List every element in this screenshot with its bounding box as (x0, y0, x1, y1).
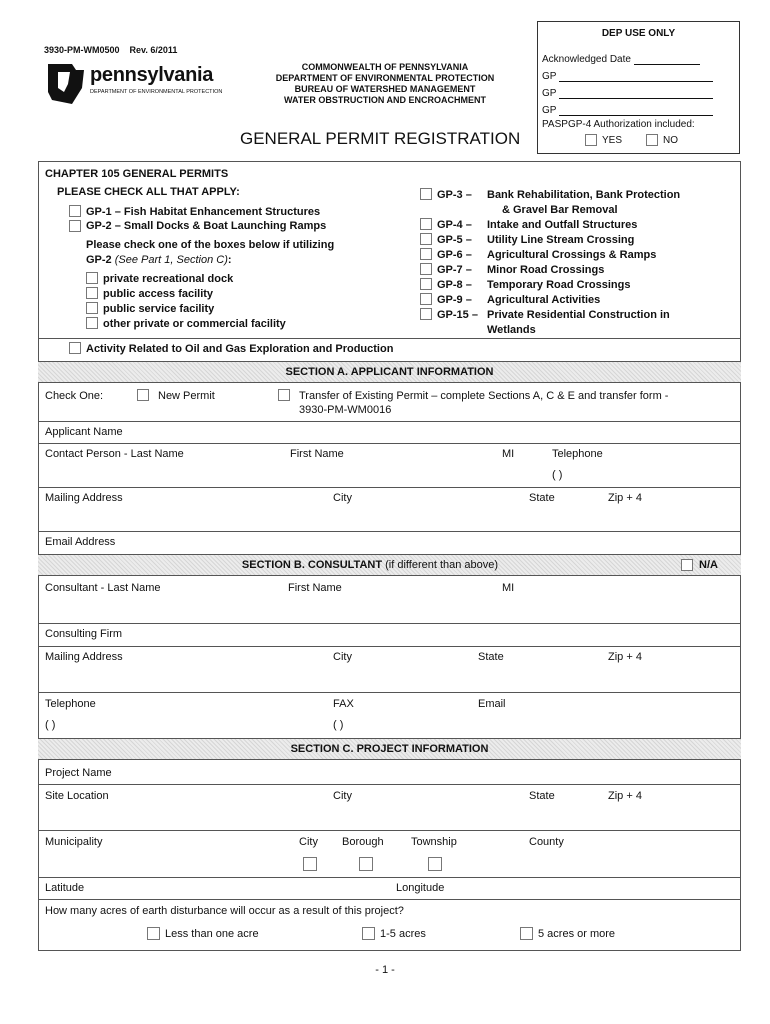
consultant-mi-field[interactable]: MI (502, 582, 515, 594)
form-id: 3930-PM-WM0500 Rev. 6/2011 (44, 45, 178, 55)
gp7-checkbox[interactable] (420, 263, 432, 275)
gp-code: GP-8 – (437, 279, 472, 291)
gp2-checkbox[interactable] (69, 220, 81, 232)
new-permit-label: New Permit (158, 390, 215, 402)
muni-township-checkbox[interactable] (428, 857, 442, 871)
acres-question: How many acres of earth disturbance will occur as a result of this project? (45, 905, 404, 917)
gp-field-3[interactable]: GP (542, 105, 713, 116)
consultant-state-field[interactable]: State (478, 651, 504, 663)
gp-code: GP-4 – (437, 219, 472, 231)
applicant-mailing-address-field[interactable]: Mailing Address (45, 492, 123, 504)
new-permit-checkbox[interactable] (137, 389, 149, 401)
muni-borough-checkbox[interactable] (359, 857, 373, 871)
gp-label: & Gravel Bar Removal (502, 204, 618, 216)
site-city-field[interactable]: City (333, 790, 352, 802)
consultant-city-field[interactable]: City (333, 651, 352, 663)
paspgp-label: PASPGP-4 Authorization included: (542, 119, 695, 130)
dep-box-title: DEP USE ONLY (601, 28, 676, 39)
consultant-first-name-field[interactable]: First Name (288, 582, 342, 594)
chapter-instruction: PLEASE CHECK ALL THAT APPLY: (57, 186, 240, 198)
area-code-parens: ( ) (333, 719, 344, 731)
latitude-field[interactable]: Latitude (45, 882, 85, 894)
gp-label: Agricultural Activities (487, 294, 601, 306)
na-label: N/A (699, 559, 718, 571)
consulting-firm-field[interactable]: Consulting Firm (45, 628, 123, 640)
check-one-label: Check One: (45, 390, 104, 402)
keystone-icon (46, 62, 86, 106)
gp2-option-label: public access facility (103, 288, 214, 300)
transfer-form-id: 3930-PM-WM0016 (299, 404, 392, 416)
gp-label: Minor Road Crossings (487, 264, 605, 276)
muni-city-label: City (299, 836, 318, 848)
site-state-field[interactable]: State (529, 790, 555, 802)
consultant-zip-field[interactable]: Zip + 4 (608, 651, 642, 663)
no-label: NO (663, 135, 678, 146)
gp-label: Intake and Outfall Structures (487, 219, 638, 231)
area-code-parens: ( ) (552, 469, 563, 481)
oil-gas-label: Activity Related to Oil and Gas Exploration and Production (86, 343, 394, 355)
gp15-checkbox[interactable] (420, 308, 432, 320)
applicant-city-field[interactable]: City (333, 492, 352, 504)
consultant-na-checkbox[interactable] (681, 559, 693, 571)
gp-code: GP-9 – (437, 294, 472, 306)
gp-label: Wetlands (487, 324, 536, 336)
county-field[interactable]: County (529, 836, 564, 848)
section-a-title: SECTION A. APPLICANT INFORMATION (285, 366, 494, 378)
contact-mi-field[interactable]: MI (502, 448, 515, 460)
gp-label: Temporary Road Crossings (487, 279, 631, 291)
gp-code: GP-6 – (437, 249, 472, 261)
muni-township-label: Township (411, 836, 457, 848)
gp3-checkbox[interactable] (420, 188, 432, 200)
paspgp-yes-checkbox[interactable] (585, 134, 597, 146)
gp9-checkbox[interactable] (420, 293, 432, 305)
ack-date-field[interactable]: Acknowledged Date (542, 54, 700, 65)
gp1-checkbox[interactable] (69, 205, 81, 217)
acres-option-label: 5 acres or more (538, 928, 616, 940)
gp-code: GP-15 – (437, 309, 478, 321)
site-location-field[interactable]: Site Location (45, 790, 109, 802)
municipality-field[interactable]: Municipality (45, 836, 103, 848)
pa-logo: pennsylvania DEPARTMENT OF ENVIRONMENTAL PROTECTION (46, 62, 246, 106)
transfer-permit-label: Transfer of Existing Permit – complete Sections A, C & E and transfer form - (299, 390, 669, 402)
gp5-checkbox[interactable] (420, 233, 432, 245)
page-title: GENERAL PERMIT REGISTRATION (240, 129, 521, 148)
oil-gas-checkbox[interactable] (69, 342, 81, 354)
project-name-field[interactable]: Project Name (45, 767, 112, 779)
gp2-note: Please check one of the boxes below if utilizing (86, 239, 335, 251)
gp-label: Private Residential Construction in (487, 309, 670, 321)
gp1-label: GP-1 – Fish Habitat Enhancement Structures (86, 206, 321, 218)
gp2-option-label: public service facility (103, 303, 215, 315)
contact-telephone-field[interactable]: Telephone (552, 448, 603, 460)
transfer-permit-checkbox[interactable] (278, 389, 290, 401)
section-c-title: SECTION C. PROJECT INFORMATION (290, 743, 489, 755)
longitude-field[interactable]: Longitude (396, 882, 445, 894)
consultant-fax-field[interactable]: FAX (333, 698, 354, 710)
consultant-last-name-field[interactable]: Consultant - Last Name (45, 582, 161, 594)
gp-field-1[interactable]: GP (542, 71, 713, 82)
paspgp-no-checkbox[interactable] (646, 134, 658, 146)
gp2-option-checkbox[interactable] (86, 287, 98, 299)
gp2-option-checkbox[interactable] (86, 317, 98, 329)
gp2-option-label: private recreational dock (103, 273, 234, 285)
agency-block: COMMONWEALTH OF PENNSYLVANIA DEPARTMENT OF ENVIRONMENTAL PROTECTION BUREAU OF WATERSHED MANAGEMENT WATER OBSTRUCTION AND ENCROACHMENT (275, 62, 495, 105)
contact-last-name-field[interactable]: Contact Person - Last Name (45, 448, 184, 460)
page-number: - 1 - (375, 964, 395, 976)
consultant-mailing-address-field[interactable]: Mailing Address (45, 651, 123, 663)
applicant-email-field[interactable]: Email Address (45, 536, 116, 548)
gp-label: Bank Rehabilitation, Bank Protection (487, 189, 681, 201)
acres-5-plus-checkbox[interactable] (520, 927, 533, 940)
consultant-email-field[interactable]: Email (478, 698, 506, 710)
yes-label: YES (602, 135, 623, 146)
gp8-checkbox[interactable] (420, 278, 432, 290)
muni-city-checkbox[interactable] (303, 857, 317, 871)
gp2-label: GP-2 – Small Docks & Boat Launching Ramps (86, 220, 327, 232)
gp2-option-checkbox[interactable] (86, 272, 98, 284)
gp-code: GP-7 – (437, 264, 472, 276)
gp-code: GP-5 – (437, 234, 472, 246)
acres-1-5-checkbox[interactable] (362, 927, 375, 940)
contact-first-name-field[interactable]: First Name (290, 448, 344, 460)
gp4-checkbox[interactable] (420, 218, 432, 230)
gp2-option-label: other private or commercial facility (103, 318, 286, 330)
chapter-title: CHAPTER 105 GENERAL PERMITS (45, 168, 229, 180)
section-b-title: SECTION B. CONSULTANT (if different than above) (241, 559, 499, 571)
acres-option-label: Less than one acre (165, 928, 259, 940)
gp-label: Utility Line Stream Crossing (487, 234, 635, 246)
gp2-option-checkbox[interactable] (86, 302, 98, 314)
acres-option-label: 1-5 acres (380, 928, 426, 940)
muni-borough-label: Borough (342, 836, 384, 848)
gp2-note-ref: GP-2 (See Part 1, Section C): (86, 254, 232, 266)
gp-field-2[interactable]: GP (542, 88, 713, 99)
consultant-telephone-field[interactable]: Telephone (45, 698, 96, 710)
gp-code: GP-3 – (437, 189, 472, 201)
area-code-parens: ( ) (45, 719, 56, 731)
acres-less-than-one-checkbox[interactable] (147, 927, 160, 940)
gp6-checkbox[interactable] (420, 248, 432, 260)
site-zip-field[interactable]: Zip + 4 (608, 790, 642, 802)
applicant-zip-field[interactable]: Zip + 4 (608, 492, 642, 504)
applicant-state-field[interactable]: State (529, 492, 555, 504)
applicant-name-field[interactable]: Applicant Name (45, 426, 123, 438)
dep-use-only-box (537, 21, 740, 154)
gp-label: Agricultural Crossings & Ramps (487, 249, 657, 261)
